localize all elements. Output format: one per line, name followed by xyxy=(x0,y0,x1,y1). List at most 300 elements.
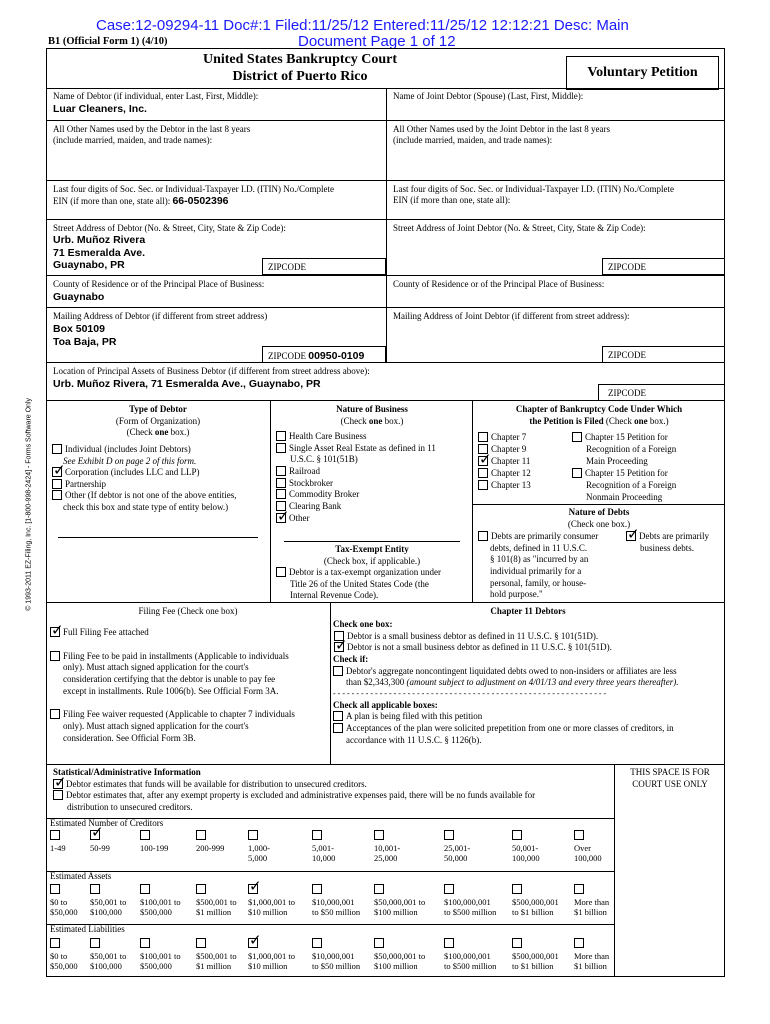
type-sub-c: box.) xyxy=(168,427,190,438)
creditors-option-1-label xyxy=(90,844,140,864)
creditors-option-6-label xyxy=(374,844,444,864)
ch11-acceptances-label: Acceptances of the plan were solicited prepetition from one or more classes of creditors, in xyxy=(346,722,674,733)
ch11-not-small-label: Debtor is not a small business debtor as defined in 11 U.S.C. § 101(51D). xyxy=(347,642,612,653)
liabilities-option-2-line1: $100,001 to xyxy=(140,951,181,961)
chapter-title2a: the Petition is Filed xyxy=(529,415,604,426)
assets-option-7-line1: $100,000,001 xyxy=(444,897,491,907)
location: Urb. Muñoz Rivera, 71 Esmeralda Ave., Guaynabo, PR xyxy=(53,378,321,390)
assets-option-0-label xyxy=(50,898,90,918)
creditors-option-8-checkbox[interactable] xyxy=(512,830,522,840)
creditors-option-7-label xyxy=(444,844,512,864)
ch11-acceptances-checkbox[interactable] xyxy=(333,723,343,733)
stat-no-funds-checkbox[interactable] xyxy=(53,790,63,800)
type-other-checkbox[interactable] xyxy=(52,490,62,500)
joint-street-label: Street Address of Joint Debtor (No. & Street, City, State & Zip Code): xyxy=(393,223,646,233)
location-label: Location of Principal Assets of Business Debtor (if different from street address above): xyxy=(53,366,370,376)
chapter-11-checkbox[interactable] xyxy=(478,456,488,466)
mailing-zip: 00950-0109 xyxy=(308,350,365,362)
stat-no-funds-label: Debtor estimates that, after any exempt property is excluded and administrative expenses paid, there will be no funds available for xyxy=(66,790,536,801)
liabilities-option-3-label xyxy=(196,952,248,972)
debts-consumer-line3: § 101(8) as "incurred by an xyxy=(490,554,589,565)
petition-title: Voluntary Petition xyxy=(587,65,698,80)
creditors-option-5-label xyxy=(312,844,374,864)
creditors-option-2-label xyxy=(140,844,196,864)
liabilities-option-4-line1: $1,000,001 to xyxy=(248,951,295,961)
type-of-debtor-header xyxy=(48,404,268,439)
assets-option-5-line2: to $50 million xyxy=(312,906,361,917)
ch11-check-all: Check all applicable boxes: xyxy=(333,699,438,710)
chapter-title2c: one xyxy=(634,415,648,426)
creditors-option-8-cell xyxy=(512,830,574,840)
liabilities-option-4-checkbox[interactable] xyxy=(248,938,258,948)
nb-health-checkbox[interactable] xyxy=(276,431,286,441)
creditors-option-7-checkbox[interactable] xyxy=(444,830,454,840)
chapter-13-checkbox[interactable] xyxy=(478,480,488,490)
fee-waiver-label: Filing Fee waiver requested (Applicable to chapter 7 individuals xyxy=(63,709,295,720)
creditors-option-8-line2: 100,000 xyxy=(512,852,540,863)
assets-label-row xyxy=(50,898,624,918)
assets-option-2-line2: $500,000 xyxy=(140,906,172,917)
assets-option-7-line2: to $500 million xyxy=(444,906,497,917)
liabilities-option-3-line1: $500,001 to xyxy=(196,951,237,961)
other-names-label-line1: All Other Names used by the Debtor in the last 8 years xyxy=(53,124,251,134)
debts-consumer-line2: debts, defined in 11 U.S.C. xyxy=(490,542,588,553)
stat-funds-checkbox[interactable] xyxy=(53,779,63,789)
chapter-15-main-checkbox[interactable] xyxy=(572,432,582,442)
creditors-option-5-cell xyxy=(312,830,374,840)
chapter-12-label: Chapter 12 xyxy=(491,467,531,478)
debts-business-label: Debts are primarily xyxy=(639,531,709,541)
liabilities-option-2-label xyxy=(140,952,196,972)
assets-option-9-checkbox[interactable] xyxy=(574,884,584,894)
chapter-7-checkbox[interactable] xyxy=(478,432,488,442)
assets-option-2-line1: $100,001 to xyxy=(140,897,181,907)
liabilities-option-9-line1: More than xyxy=(574,951,610,961)
joint-county-label: County of Residence or of the Principal Place of Business: xyxy=(393,279,605,289)
assets-option-1-line2: $100,000 xyxy=(90,906,122,917)
assets-option-5-cell xyxy=(312,884,374,894)
creditors-option-2-cell xyxy=(140,830,196,840)
type-partnership-checkbox[interactable] xyxy=(52,479,62,489)
assets-option-3-line1: $500,001 to xyxy=(196,897,237,907)
nb-stockbroker-checkbox[interactable] xyxy=(276,478,286,488)
zipcode-label: ZIPCODE xyxy=(268,262,306,272)
liabilities-option-7-line1: $100,000,001 xyxy=(444,951,491,961)
creditors-option-5-checkbox[interactable] xyxy=(312,830,322,840)
type-partnership-label: Partnership xyxy=(65,478,106,489)
stat-funds-label: Debtor estimates that funds will be available for distribution to unsecured creditors. xyxy=(66,778,367,789)
zipcode-label-mailing xyxy=(268,350,364,363)
liabilities-option-7-line2: to $500 million xyxy=(444,960,497,971)
nb-sub-b: one xyxy=(368,415,383,426)
creditors-option-4-cell xyxy=(248,830,312,840)
creditors-option-1-cell xyxy=(90,830,140,840)
liabilities-label-row xyxy=(50,952,624,972)
liabilities-option-9-label xyxy=(574,952,624,972)
assets-option-7-label xyxy=(444,898,512,918)
liabilities-option-4-cell xyxy=(248,938,312,948)
ch11-acceptances-line2: accordance with 11 U.S.C. § 1126(b). xyxy=(346,734,482,745)
liabilities-option-8-label xyxy=(512,952,574,972)
type-of-debtor-title: Type of Debtor xyxy=(129,404,187,414)
side-copyright: © 1993-2011 EZ-Filing, Inc. [1-800-998-2424] - Forms Software Only xyxy=(25,397,33,611)
ch11-small-label: Debtor is a small business debtor as defined in 11 U.S.C. § 101(51D). xyxy=(347,630,599,641)
creditors-option-7-line2: 50,000 xyxy=(444,852,468,863)
nature-business-header xyxy=(272,404,472,427)
liabilities-option-6-line1: $50,000,001 to xyxy=(374,951,426,961)
assets-option-5-checkbox[interactable] xyxy=(312,884,322,894)
ch11-debtors-title: Chapter 11 Debtors xyxy=(490,606,566,616)
ch11-plan-checkbox[interactable] xyxy=(333,711,343,721)
debts-consumer-label: Debts are primarily consumer xyxy=(491,531,599,541)
chapter-11-label: Chapter 11 xyxy=(491,455,531,466)
type-individual-label: Individual (includes Joint Debtors) xyxy=(65,444,191,454)
creditors-option-9-line2: 100,000 xyxy=(574,852,602,863)
mailing-label: Mailing Address of Debtor (if different from street address) xyxy=(53,311,268,321)
tax-exempt-header xyxy=(272,544,472,567)
nb-railroad-checkbox[interactable] xyxy=(276,466,286,476)
chapter-header xyxy=(474,404,724,427)
liabilities-option-0-label xyxy=(50,952,90,972)
debts-business-checkbox[interactable] xyxy=(626,531,636,541)
liabilities-option-1-line1: $50,001 to xyxy=(90,951,127,961)
creditors-option-9-line1: Over xyxy=(574,843,591,853)
assets-option-3-line2: $1 million xyxy=(196,906,232,917)
statistical-title: Statistical/Administrative Information xyxy=(53,767,201,777)
type-other-note: check this box and state type of entity below.) xyxy=(63,501,229,512)
liabilities-option-7-checkbox[interactable] xyxy=(444,938,454,948)
liabilities-option-2-checkbox[interactable] xyxy=(140,938,150,948)
assets-option-8-label xyxy=(512,898,574,918)
debtor-name-label: Name of Debtor (if individual, enter Last, First, Middle): xyxy=(53,91,259,101)
liabilities-option-5-label xyxy=(312,952,374,972)
chapter-15-main-line2: Recognition of a Foreign xyxy=(586,443,677,454)
liabilities-option-1-label xyxy=(90,952,140,972)
other-names-label xyxy=(53,124,250,147)
assets-option-6-line2: $100 million xyxy=(374,906,418,917)
assets-option-3-label xyxy=(196,898,248,918)
type-sub-b: one xyxy=(154,427,169,438)
creditors-option-2-line1: 100-199 xyxy=(140,843,169,853)
assets-option-9-cell xyxy=(574,884,624,894)
assets-option-5-label xyxy=(312,898,374,918)
liabilities-option-6-label xyxy=(374,952,444,972)
court-title xyxy=(160,52,440,86)
joint-ssn-label xyxy=(393,184,674,207)
creditors-option-7-cell xyxy=(444,830,512,840)
debts-business-line2: business debts. xyxy=(640,542,694,553)
creditors-option-6-line1: 10,001- xyxy=(374,843,401,853)
fee-installments-line2: only). Must attach signed application for the court's xyxy=(63,662,249,673)
assets-option-6-checkbox[interactable] xyxy=(374,884,384,894)
liabilities-option-0-line1: $0 to xyxy=(50,951,68,961)
chapter-title2d: box.) xyxy=(647,415,669,426)
assets-option-9-line1: More than xyxy=(574,897,610,907)
creditors-option-4-line1: 1,000- xyxy=(248,843,270,853)
liabilities-option-5-line2: to $50 million xyxy=(312,960,361,971)
street-line3: Guaynabo, PR xyxy=(53,259,125,272)
creditors-option-3-label xyxy=(196,844,248,864)
ch11-aggregate-checkbox[interactable] xyxy=(333,666,343,676)
assets-option-7-checkbox[interactable] xyxy=(444,884,454,894)
court-use-line2: COURT USE ONLY xyxy=(632,778,708,789)
liabilities-option-0-checkbox[interactable] xyxy=(50,938,60,948)
creditors-option-4-line2: 5,000 xyxy=(248,852,268,863)
nb-stockbroker-label: Stockbroker xyxy=(289,477,333,488)
filing-fee-options xyxy=(50,627,295,745)
joint-mailing-label: Mailing Address of Joint Debtor (if different from street address): xyxy=(393,311,630,321)
debts-consumer-checkbox[interactable] xyxy=(478,531,488,541)
creditors-option-2-checkbox[interactable] xyxy=(140,830,150,840)
liabilities-checkbox-row xyxy=(50,938,624,948)
zipcode-label-joint: ZIPCODE xyxy=(608,262,646,272)
creditors-option-4-checkbox[interactable] xyxy=(248,830,258,840)
nature-business-options xyxy=(276,431,436,525)
liabilities-option-0-line2: $50,000 xyxy=(50,960,78,971)
ssn-label-line1: Last four digits of Soc. Sec. or Individual-Taxpayer I.D. (ITIN) No./Complete xyxy=(53,184,335,194)
chapter-15-nonmain-checkbox[interactable] xyxy=(572,468,582,478)
assets-option-8-line2: to $1 billion xyxy=(512,906,554,917)
debts-business xyxy=(626,531,709,554)
assets-option-7-cell xyxy=(444,884,512,894)
type-corporation-label: Corporation (includes LLC and LLP) xyxy=(65,467,200,478)
joint-other-names-line2: (include married, maiden, and trade names): xyxy=(393,135,553,146)
nb-clearing-bank-label: Clearing Bank xyxy=(289,501,342,512)
debtor-name: Luar Cleaners, Inc. xyxy=(53,103,147,115)
assets-option-0-cell xyxy=(50,884,90,894)
joint-ssn-line1: Last four digits of Soc. Sec. or Individual-Taxpayer I.D. (ITIN) No./Complete xyxy=(393,184,675,194)
fee-waiver-line2: only). Must attach signed application for the court's xyxy=(63,721,249,732)
chapter-9-label: Chapter 9 xyxy=(491,443,527,454)
type-options xyxy=(52,444,236,513)
type-of-debtor-sub1: (Form of Organization) xyxy=(115,415,201,426)
liabilities-option-4-line2: $10 million xyxy=(248,960,288,971)
assets-option-6-cell xyxy=(374,884,444,894)
nb-sub-a: (Check xyxy=(340,415,369,426)
creditors-option-1-line1: 50-99 xyxy=(90,843,110,853)
ch11-plan-label: A plan is being filed with this petition xyxy=(346,711,483,722)
assets-option-1-cell xyxy=(90,884,140,894)
ch11-aggregate-amount: than $2,343,300 xyxy=(346,677,407,688)
chapter-title1: Chapter of Bankruptcy Code Under Which xyxy=(515,404,683,414)
assets-option-1-checkbox[interactable] xyxy=(90,884,100,894)
liabilities-option-8-line1: $500,000,001 xyxy=(512,951,559,961)
liabilities-option-9-checkbox[interactable] xyxy=(574,938,584,948)
fee-waiver-checkbox[interactable] xyxy=(50,709,60,719)
chapter-13-label: Chapter 13 xyxy=(491,479,531,490)
nature-debts-header xyxy=(474,507,724,530)
assets-option-2-label xyxy=(140,898,196,918)
zipcode-label-joint-mailing: ZIPCODE xyxy=(608,350,646,360)
creditors-option-6-line2: 25,000 xyxy=(374,852,398,863)
nature-debts-title: Nature of Debts xyxy=(568,507,630,517)
liabilities-option-7-label xyxy=(444,952,512,972)
assets-option-4-cell xyxy=(248,884,312,894)
liabilities-option-7-cell xyxy=(444,938,512,948)
nb-single-asset-label: Single Asset Real Estate as defined in 11 xyxy=(289,442,436,453)
liabilities-option-1-cell xyxy=(90,938,140,948)
nb-single-asset-note: U.S.C. § 101(51B) xyxy=(290,454,358,465)
mailing-line1: Box 50109 xyxy=(53,323,105,335)
liabilities-label: Estimated Liabilities xyxy=(50,924,125,934)
creditors-option-5-line1: 5,001- xyxy=(312,843,334,853)
joint-name-label: Name of Joint Debtor (Spouse) (Last, First, Middle): xyxy=(393,91,584,101)
form-id: B1 (Official Form 1) (4/10) xyxy=(48,36,168,47)
assets-option-8-cell xyxy=(512,884,574,894)
assets-option-3-checkbox[interactable] xyxy=(196,884,206,894)
statistical-info xyxy=(53,767,613,814)
liabilities-option-8-cell xyxy=(512,938,574,948)
liabilities-option-3-cell xyxy=(196,938,248,948)
assets-option-9-line2: $1 billion xyxy=(574,906,607,917)
nb-commodity-checkbox[interactable] xyxy=(276,489,286,499)
creditors-option-9-label xyxy=(574,844,624,864)
assets-option-3-cell xyxy=(196,884,248,894)
fee-installments-line3: consideration certifying that the debtor is unable to pay fee xyxy=(63,674,276,685)
type-individual-note: See Exhibit D on page 2 of this form. xyxy=(63,455,197,466)
liabilities-option-8-line2: to $1 billion xyxy=(512,960,554,971)
street-line1: Urb. Muñoz Rivera xyxy=(53,234,146,246)
nb-railroad-label: Railroad xyxy=(289,466,320,477)
type-other-label: Other (If debtor is not one of the above entities, xyxy=(65,490,237,501)
creditors-option-0-checkbox[interactable] xyxy=(50,830,60,840)
debts-consumer-line4: individual primarily for a xyxy=(490,566,582,577)
joint-other-names-line1: All Other Names used by the Joint Debtor in the last 8 years xyxy=(393,124,610,134)
zipcode-label-location: ZIPCODE xyxy=(608,388,646,398)
debtor-ein: 66-0502396 xyxy=(172,195,229,208)
tax-exempt-line2: Title 26 of the United States Code (the xyxy=(290,578,429,589)
nb-health-label: Health Care Business xyxy=(289,431,367,441)
nb-single-asset-checkbox[interactable] xyxy=(276,443,286,453)
liabilities-option-0-cell xyxy=(50,938,90,948)
creditors-option-3-checkbox[interactable] xyxy=(196,830,206,840)
court-district: District of Puerto Rico xyxy=(232,68,368,84)
other-names-label-line2: (include married, maiden, and trade names): xyxy=(53,135,213,146)
tax-exempt-label: Debtor is a tax-exempt organization under xyxy=(289,567,442,577)
creditors-option-3-cell xyxy=(196,830,248,840)
zipcode-label-text: ZIPCODE xyxy=(268,351,306,361)
creditors-label: Estimated Number of Creditors xyxy=(50,818,164,828)
fee-full-label: Full Filing Fee attached xyxy=(63,627,149,637)
liabilities-option-1-checkbox[interactable] xyxy=(90,938,100,948)
tax-exempt-title: Tax-Exempt Entity xyxy=(335,544,409,554)
type-individual-checkbox[interactable] xyxy=(52,444,62,454)
assets-option-4-line1: $1,000,001 to xyxy=(248,897,295,907)
nb-sub-c: box.) xyxy=(382,415,404,426)
chapter-options-right xyxy=(572,432,676,504)
creditors-option-8-label xyxy=(512,844,574,864)
liabilities-option-4-label xyxy=(248,952,312,972)
assets-option-4-checkbox[interactable] xyxy=(248,884,258,894)
liabilities-option-9-line2: $1 billion xyxy=(574,960,607,971)
filing-fee-title-text: Filing Fee (Check one box) xyxy=(138,606,238,616)
assets-option-1-label xyxy=(90,898,140,918)
liabilities-option-5-line1: $10,000,001 xyxy=(312,951,355,961)
chapter-options-left xyxy=(478,432,531,492)
liabilities-option-6-checkbox[interactable] xyxy=(374,938,384,948)
creditors-option-9-checkbox[interactable] xyxy=(574,830,584,840)
nature-business-title: Nature of Business xyxy=(336,404,408,414)
assets-option-4-label xyxy=(248,898,312,918)
case-header: Case:12-09294-11 Doc#:1 Filed:11/25/12 Entered:11/25/12 12:12:21 Desc: Main xyxy=(96,17,629,34)
type-other-entry-line xyxy=(58,537,258,538)
ssn-label xyxy=(53,184,334,208)
debts-consumer-line6: hold purpose." xyxy=(490,589,543,600)
type-sub-a: (Check xyxy=(126,427,155,438)
court-name: United States Bankruptcy Court xyxy=(202,52,398,67)
ssn-label-line2: EIN (if more than one, state all): xyxy=(53,196,171,207)
creditors-option-4-label xyxy=(248,844,312,864)
fee-installments-checkbox[interactable] xyxy=(50,651,60,661)
chapter-15-main-line3: Main Proceeding xyxy=(586,455,648,466)
assets-checkbox-row xyxy=(50,884,624,894)
nb-other-checkbox[interactable] xyxy=(276,513,286,523)
creditors-option-5-line2: 10,000 xyxy=(312,852,336,863)
creditors-option-8-line1: 50,001- xyxy=(512,843,539,853)
assets-option-8-line1: $500,000,001 xyxy=(512,897,559,907)
case-header-page: Document Page 1 of 12 xyxy=(298,33,456,50)
liabilities-option-9-cell xyxy=(574,938,624,948)
ch11-not-small-checkbox[interactable] xyxy=(334,642,344,652)
ch11-check-one: Check one box: xyxy=(333,619,393,629)
liabilities-option-8-checkbox[interactable] xyxy=(512,938,522,948)
assets-label: Estimated Assets xyxy=(50,871,112,881)
debts-consumer-line5: personal, family, or house- xyxy=(490,577,587,588)
assets-option-0-checkbox[interactable] xyxy=(50,884,60,894)
street-line2: 71 Esmeralda Ave. xyxy=(53,246,146,259)
stat-no-funds-line2: distribution to unsecured creditors. xyxy=(67,802,193,813)
fee-full-checkbox[interactable] xyxy=(50,627,60,637)
chapter-title2b: (Check xyxy=(603,415,635,426)
fee-installments-label: Filing Fee to be paid in installments (Applicable to individuals xyxy=(63,650,289,661)
ch11-check-if: Check if: xyxy=(333,654,369,665)
assets-option-6-line1: $50,000,001 to xyxy=(374,897,426,907)
joint-ssn-line2: EIN (if more than one, state all): xyxy=(393,195,511,206)
mailing-line2: Toa Baja, PR xyxy=(53,336,117,349)
creditors-option-0-label xyxy=(50,844,90,864)
liabilities-option-5-checkbox[interactable] xyxy=(312,938,322,948)
creditors-option-6-cell xyxy=(374,830,444,840)
nb-other-entry-line xyxy=(284,541,460,542)
type-corporation-checkbox[interactable] xyxy=(52,467,62,477)
assets-option-9-label xyxy=(574,898,624,918)
assets-option-2-checkbox[interactable] xyxy=(140,884,150,894)
court-use-line1: THIS SPACE IS FOR xyxy=(630,767,710,777)
assets-option-5-line1: $10,000,001 xyxy=(312,897,355,907)
court-use-only xyxy=(616,767,724,790)
chapter-15-nonmain-line2: Recognition of a Foreign xyxy=(586,479,677,490)
creditors-option-7-line1: 25,001- xyxy=(444,843,471,853)
creditors-checkbox-row xyxy=(50,830,624,840)
nature-debts-sub: (Check one box.) xyxy=(567,518,631,529)
liabilities-option-2-cell xyxy=(140,938,196,948)
assets-option-0-line2: $50,000 xyxy=(50,906,78,917)
creditors-option-1-checkbox[interactable] xyxy=(90,830,100,840)
mailing-address xyxy=(53,323,116,349)
chapter-12-checkbox[interactable] xyxy=(478,468,488,478)
tax-exempt-checkbox[interactable] xyxy=(276,567,286,577)
assets-option-4-line2: $10 million xyxy=(248,906,288,917)
creditors-option-6-checkbox[interactable] xyxy=(374,830,384,840)
county-label: County of Residence or of the Principal Place of Business: xyxy=(53,279,265,289)
chapter-7-label: Chapter 7 xyxy=(491,432,527,442)
liabilities-option-6-cell xyxy=(374,938,444,948)
tax-exempt-options xyxy=(276,567,441,602)
liabilities-option-3-checkbox[interactable] xyxy=(196,938,206,948)
assets-option-8-checkbox[interactable] xyxy=(512,884,522,894)
chapter-15-nonmain-label: Chapter 15 Petition for xyxy=(585,467,668,478)
joint-other-names-label xyxy=(393,124,610,147)
